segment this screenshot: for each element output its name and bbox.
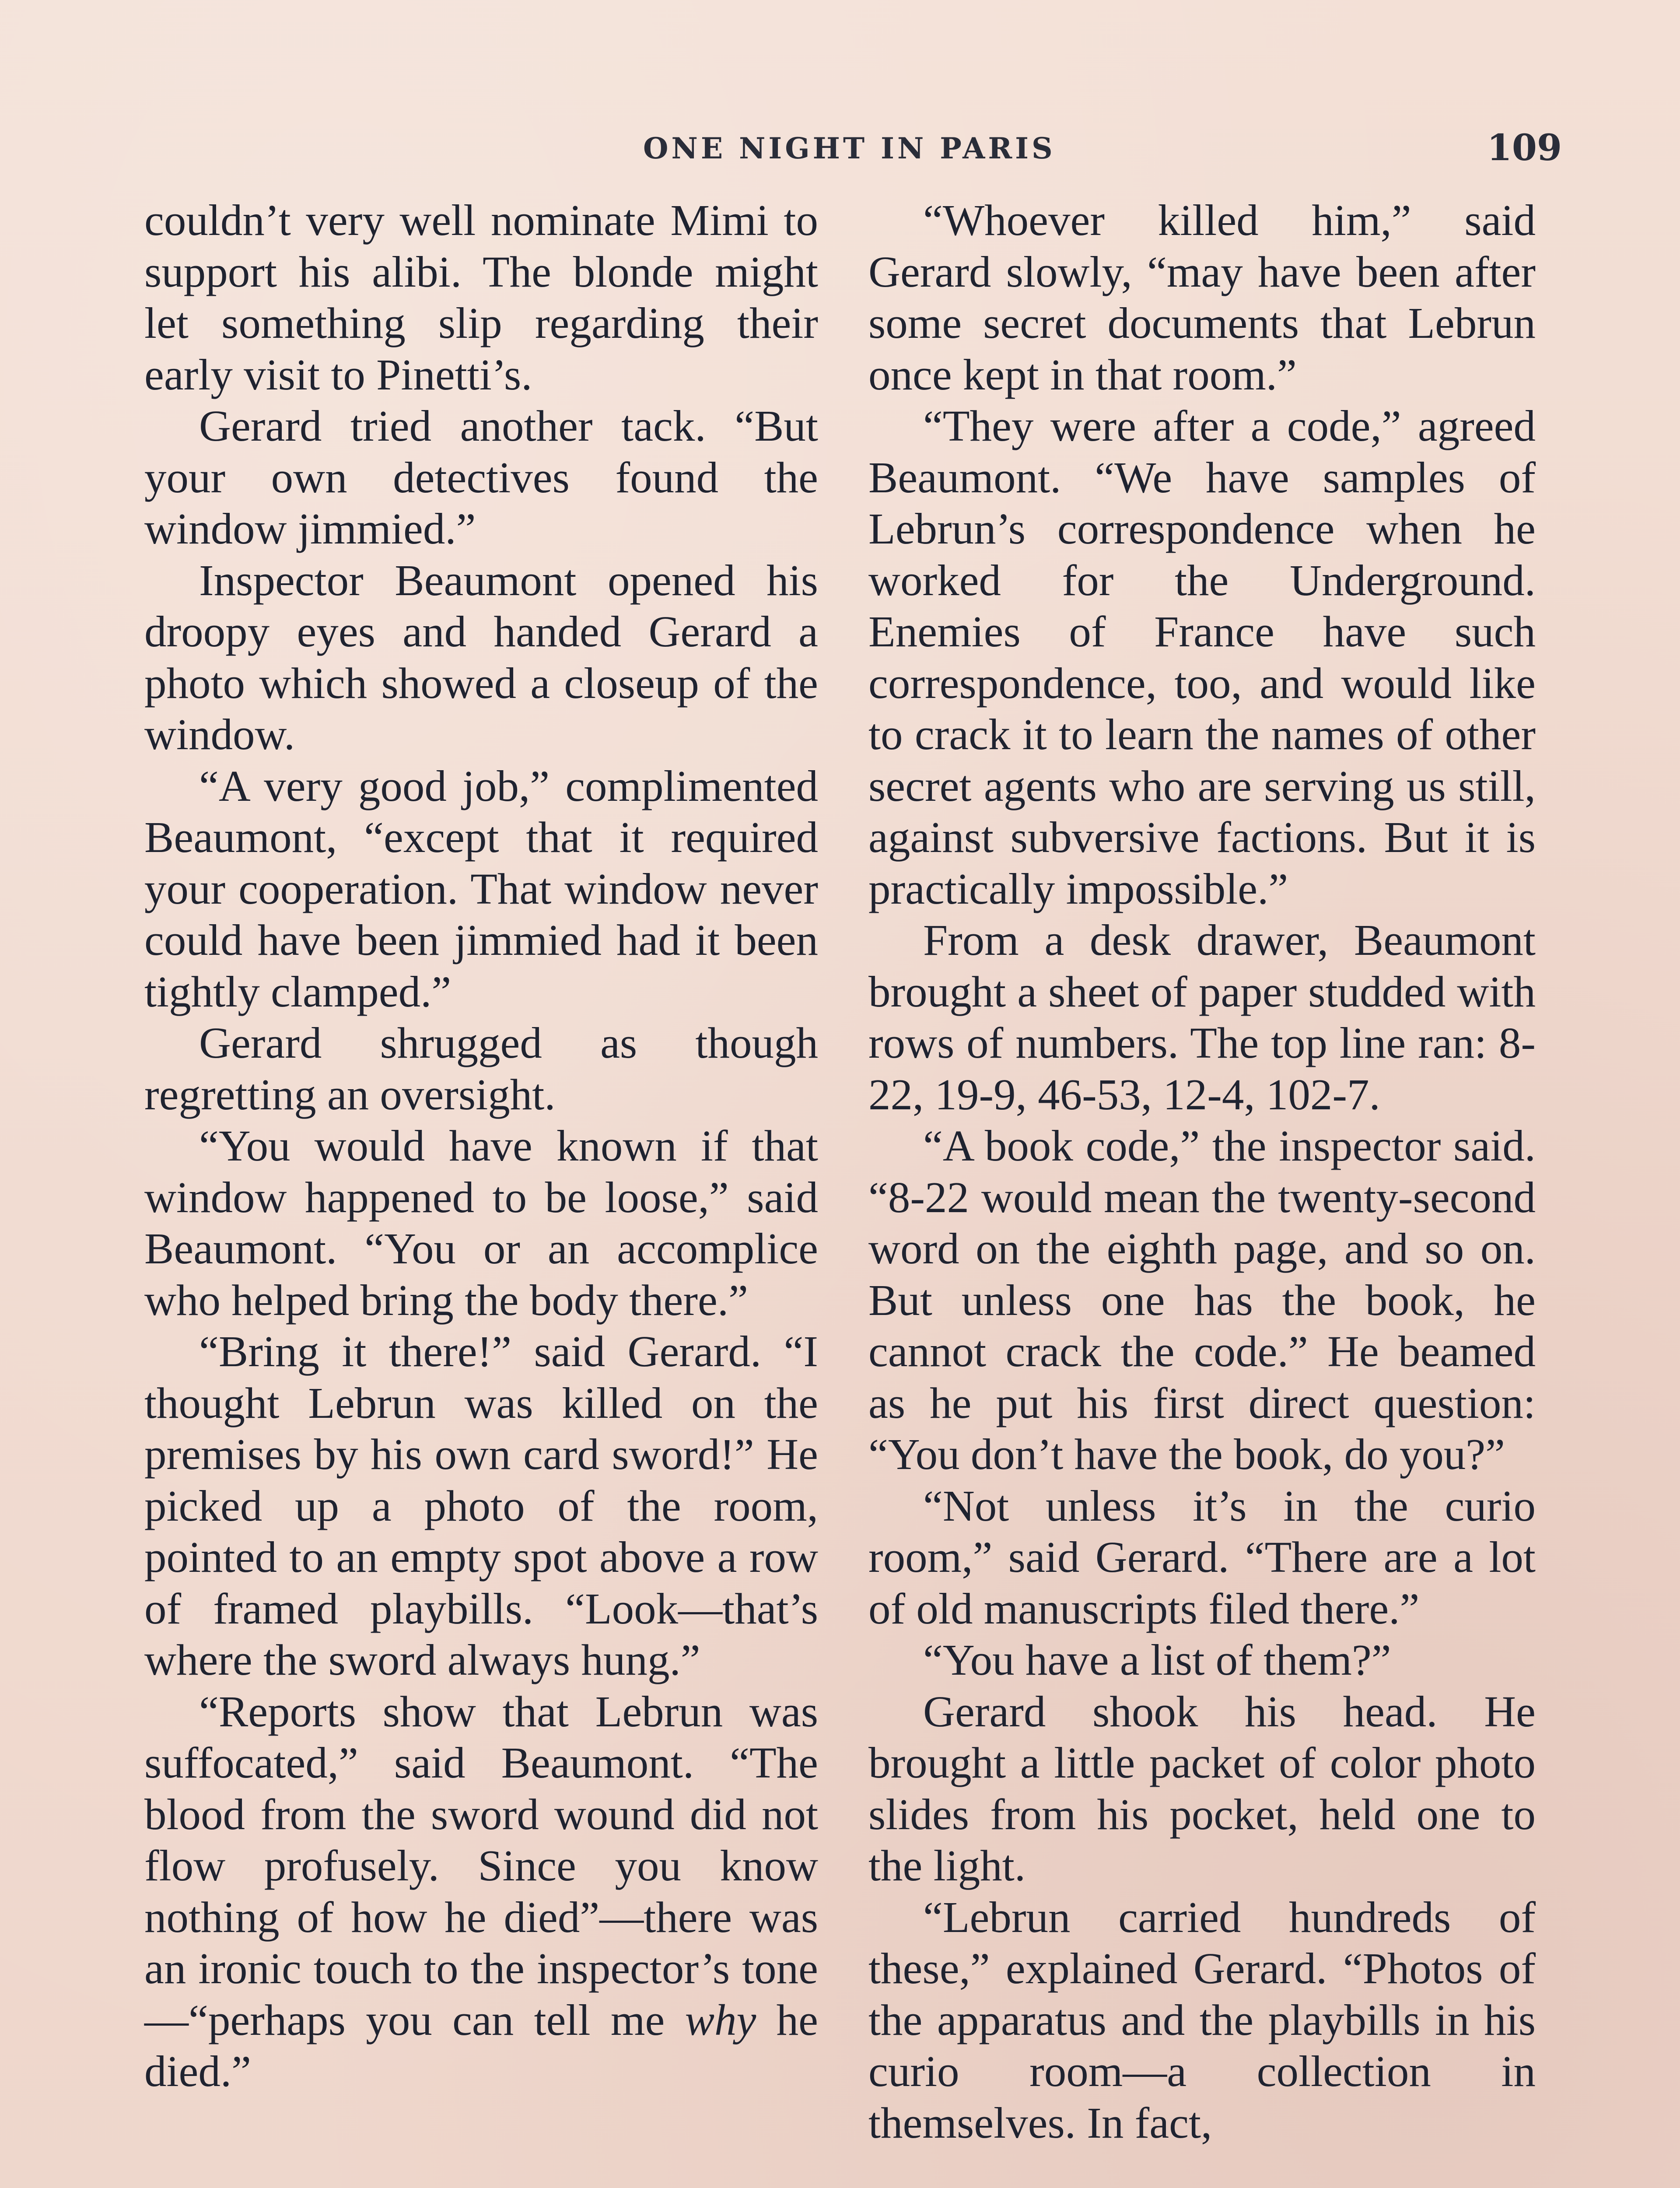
- paragraph: “Not unless it’s in the curio room,” said Gerard. “There are a lot of old manuscripts filed there.”: [868, 1481, 1536, 1633]
- paragraph-text: he died.”: [144, 1995, 818, 2096]
- emphasis-word: why: [685, 1995, 756, 2044]
- paragraph: couldn’t very well nominate Mimi to support his alibi. The blonde might let something slip regarding their early visit to Pinetti’s.: [144, 196, 818, 399]
- paragraph: Inspector Beaumont opened his droopy eyes and handed Gerard a photo which showed a closeup of the window.: [144, 555, 818, 759]
- paragraph: Gerard shrugged as though regretting an oversight.: [144, 1018, 818, 1119]
- paragraph: Gerard shook his head. He brought a little packet of color photo slides from his pocket, held one to the light.: [868, 1687, 1536, 1890]
- paragraph: “Lebrun carried hundreds of these,” explained Gerard. “Photos of the apparatus and the playbills in his curio room—a collection in themselves. In fact,: [868, 1892, 1536, 2147]
- page-number: 109: [1487, 127, 1562, 169]
- paragraph: “You would have known if that window happened to be loose,” said Beaumont. “You or an accomplice who helped bring the body there.”: [144, 1121, 818, 1325]
- paragraph-text: [756, 1995, 776, 2044]
- paragraph: “A very good job,” complimented Beaumont, “except that it required your cooperation. That window never could have been jimmied had it been tightly clamped.”: [144, 761, 818, 1016]
- paragraph: “Bring it there!” said Gerard. “I thought Lebrun was killed on the premises by his own card sword!” He picked up a photo of the room, pointed to an empty spot above a row of framed playbills. “Look—that’s where the sword always hung.”: [144, 1327, 818, 1684]
- paragraph: “You have a list of them?”: [923, 1635, 1391, 1684]
- right-column: [868, 195, 1536, 2149]
- paragraph: “Whoever killed him,” said Gerard slowly, “may have been after some secret documents that Lebrun once kept in that room.”: [868, 196, 1536, 399]
- paragraph: [144, 1686, 818, 2097]
- left-column: [144, 195, 818, 2097]
- paragraph-text: “Reports show that Lebrun was suffocated,” said Beaumont. “The blood from the sword wound did not flow profusely. Since you know nothing of how he died”—there was an ironic touch to the inspector’s tone—“perhaps you can tell me: [144, 1687, 818, 2044]
- paragraph: “A book code,” the inspector said. “8-22 would mean the twenty-second word on the eighth page, and so on. But unless one has the book, he cannot crack the code.” He beamed as he put his first direct question: “You don’t have the book, do you?”: [868, 1121, 1536, 1479]
- paragraph: “They were after a code,” agreed Beaumont. “We have samples of Lebrun’s correspondence when he worked for the Underground. Enemies of France have such correspondence, too, and would like to crack it to learn the names of other secret agents who are serving us still, against subversive factions. But it is practically impossible.”: [868, 401, 1536, 913]
- running-head: ONE NIGHT IN PARIS: [643, 131, 1056, 165]
- paragraph: From a desk drawer, Beaumont brought a sheet of paper studded with rows of numbers. The top line ran: 8-22, 19-9, 46-53, 12-4, 102-7.: [868, 915, 1536, 1119]
- paragraph: Gerard tried another tack. “But your own detectives found the window jimmied.”: [144, 401, 818, 553]
